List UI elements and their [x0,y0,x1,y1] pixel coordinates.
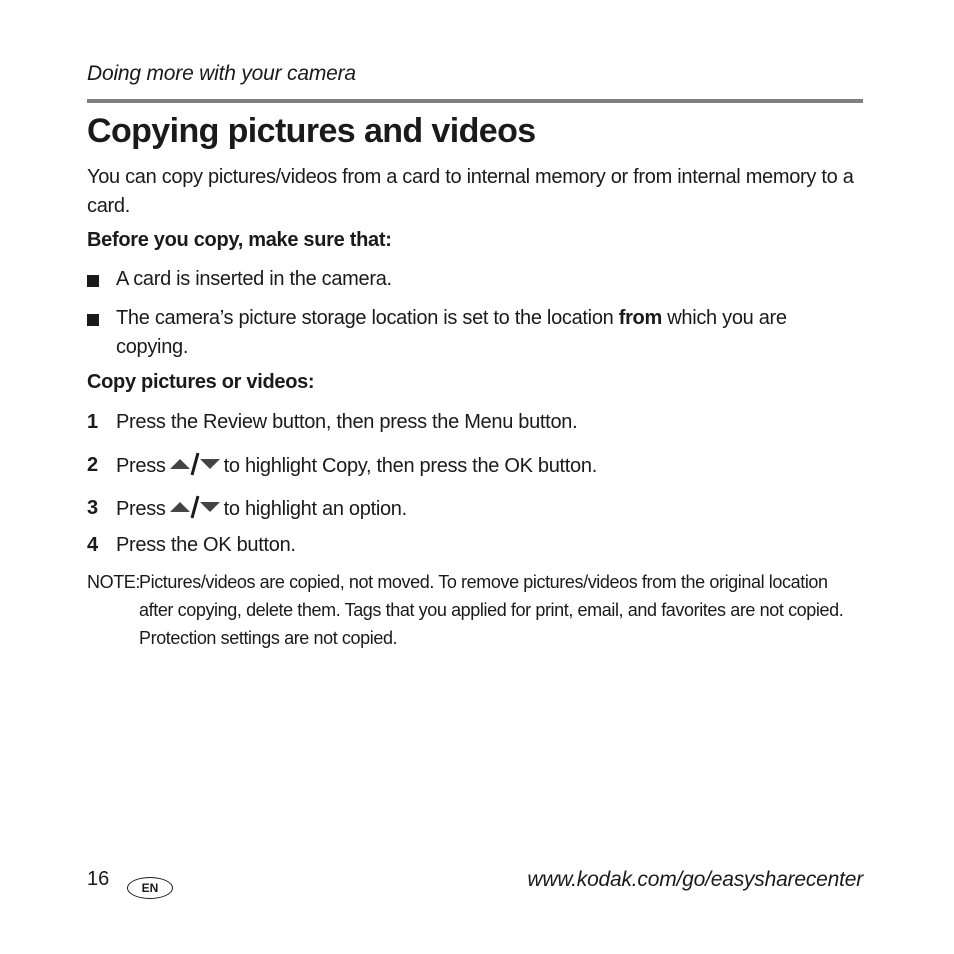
step-text [116,451,863,481]
square-bullet-icon [87,275,99,287]
step-text: Press the Review button, then press the Menu button. [116,411,578,433]
step-text: Press the OK button. [116,534,296,556]
step-text-part: to highlight an option. [223,498,407,520]
footer-url: www.kodak.com/go/easysharecenter [527,868,863,891]
bullet-text [116,304,863,362]
note-block [87,568,863,652]
bullet-item-storage-location [87,304,863,362]
running-header: Doing more with your camera [87,62,356,85]
step-text-part: to highlight Copy, then press the OK button. [223,455,597,477]
bullet-text-part: which you are copying. [116,307,787,358]
copy-steps-heading: Copy pictures or videos: [87,371,315,393]
bullet-text-part: The camera’s picture storage location is set to the location [116,307,619,329]
step-2 [87,451,863,481]
note-text: Pictures/videos are copied, not moved. To remove pictures/videos from the original location after copying, delete them. Tags that you applied for print, email, and favorites are not copied. Protection settings are not copied. [139,572,844,648]
step-1 [87,408,863,437]
bullet-item-card-inserted [87,265,863,294]
step-number: 1 [87,411,98,433]
step-text [116,494,863,524]
up-down-arrow-icon [170,494,220,520]
intro-paragraph: You can copy pictures/videos from a card to internal memory or from internal memory to a card. [87,166,854,217]
step-number: 3 [87,497,98,519]
manual-page [87,0,863,954]
step-3 [87,494,863,524]
header-rule [87,99,863,103]
page-title: Copying pictures and videos [87,112,536,150]
square-bullet-icon [87,314,99,326]
language-badge: EN [127,877,173,899]
before-copy-heading: Before you copy, make sure that: [87,229,392,251]
page-number: 16 [87,868,110,890]
bullet-emphasis: from [618,307,662,329]
step-text-part: Press [116,498,166,520]
note-label: NOTE: [87,572,141,592]
step-number: 4 [87,534,98,556]
bullet-text: A card is inserted in the camera. [116,268,392,290]
step-number: 2 [87,454,98,476]
step-4 [87,531,863,560]
step-text-part: Press [116,455,166,477]
up-down-arrow-icon [170,451,220,477]
